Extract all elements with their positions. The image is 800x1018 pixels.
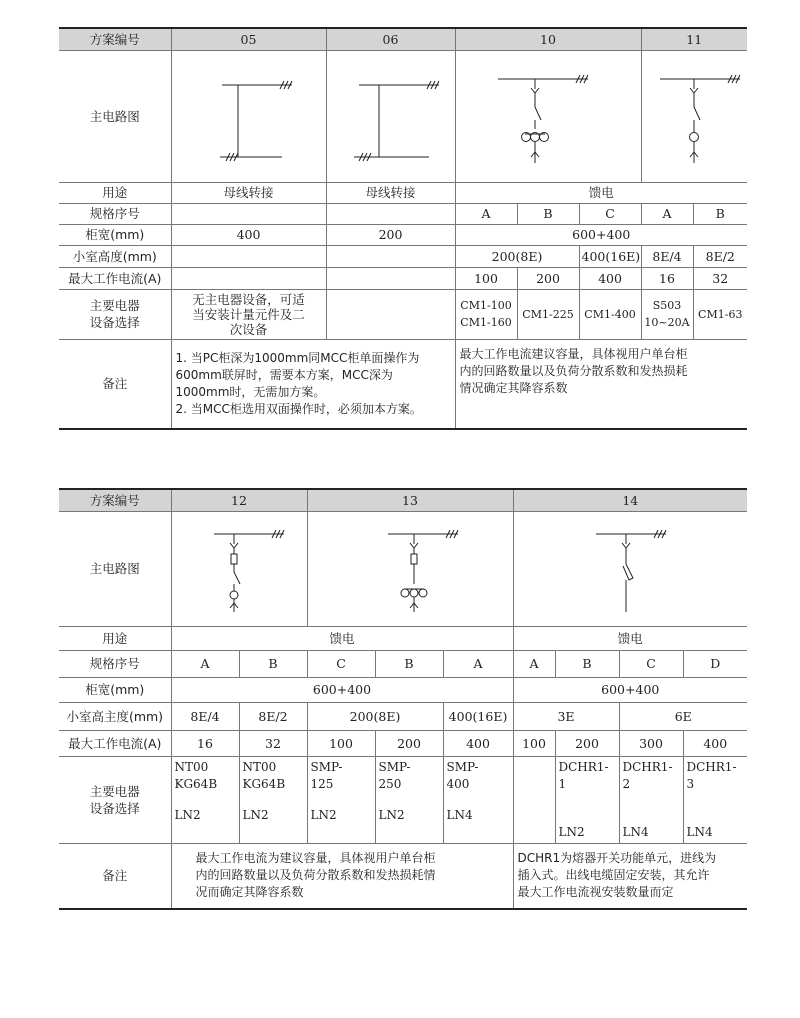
equipment-cell: [619, 756, 683, 843]
notes-right: [513, 843, 747, 909]
usage-06: 母线转接: [326, 182, 455, 203]
eq-base: LN2: [242, 807, 269, 822]
current-cell: 16: [641, 267, 693, 289]
equipment-row: [59, 756, 747, 843]
room-cell: 8E/2: [239, 702, 307, 730]
current-05: [171, 267, 326, 289]
feeder-fuse-switch-diagram: [516, 516, 746, 621]
notes-row: [59, 843, 747, 909]
equipment-10a: [455, 289, 517, 339]
spec-cell: B: [375, 650, 443, 677]
spec-06: [326, 203, 455, 224]
width-label: 柜宽(mm): [59, 224, 171, 245]
equipment-label-line: 主要电器: [89, 783, 140, 799]
room-height-label: 小室高主度(mm): [59, 702, 171, 730]
width-14: 600+400: [513, 677, 747, 702]
diagram-06: [326, 50, 455, 182]
equipment-line: CM1-100: [460, 299, 512, 312]
spec-cell: B: [555, 650, 619, 677]
equipment-05-line: 无主电器设备，可适: [192, 291, 305, 307]
room-cell: 400(16E): [443, 702, 513, 730]
eq-model: SMP-: [310, 759, 343, 774]
current-cell: 200: [555, 730, 619, 756]
note-line: 1. 当PC柜深为1000mm同MCC柜单面操作为: [175, 350, 420, 365]
scheme-table-1: [59, 27, 747, 430]
room-06: [326, 245, 455, 267]
equipment-label-line: 设备选择: [89, 315, 140, 330]
note-line: 情况确定其降容系数: [459, 380, 568, 395]
equipment-label-line: 主要电器: [89, 298, 140, 313]
eq-model: 250: [378, 776, 402, 791]
current-cell: 100: [513, 730, 555, 756]
spec-cell: C: [619, 650, 683, 677]
feeder-single-ct-diagram: [644, 57, 748, 175]
note-line: 600mm联屏时，需要本方案，MCC深为: [175, 367, 393, 382]
scheme-14: 14: [513, 489, 747, 511]
spec-row: [59, 650, 747, 677]
note-line: 2. 当MCC柜选用双面操作时，必须加本方案。: [175, 401, 422, 416]
current-cell: 400: [579, 267, 641, 289]
equipment-05-line: 当安装计量元件及二: [192, 306, 305, 322]
feeder-fuse-diagram: [174, 516, 304, 621]
spec-cell: A: [455, 203, 517, 224]
current-label: 最大工作电流(A): [59, 730, 171, 756]
diagram-11: [641, 50, 747, 182]
notes-label: 备注: [59, 843, 171, 909]
spec-cell: C: [579, 203, 641, 224]
spec-label: 规格序号: [59, 650, 171, 677]
equipment-line: CM1-160: [460, 316, 512, 329]
scheme-table-2: [59, 488, 747, 910]
spec-label: 规格序号: [59, 203, 171, 224]
eq-model: DCHR1-3: [686, 759, 737, 791]
current-cell: 400: [683, 730, 747, 756]
spec-cell: C: [307, 650, 375, 677]
equipment-line: 10~20A: [644, 316, 690, 329]
room-height-row: [59, 245, 747, 267]
eq-base: LN2: [310, 807, 337, 822]
scheme-13: 13: [307, 489, 513, 511]
equipment-cell: [375, 756, 443, 843]
feeder-three-ct-diagram: [458, 57, 638, 175]
diagram-13: [307, 511, 513, 626]
room-cell: 6E: [619, 702, 747, 730]
scheme-11: 11: [641, 28, 747, 50]
eq-model: KG64B: [242, 776, 286, 791]
equipment-label-line: 设备选择: [89, 800, 140, 816]
spec-row: [59, 203, 747, 224]
equipment-11a: [641, 289, 693, 339]
room-cell: 200(8E): [307, 702, 443, 730]
scheme-10: 10: [455, 28, 641, 50]
current-label: 最大工作电流(A): [59, 267, 171, 289]
equipment-line: S503: [652, 299, 682, 312]
current-cell: 100: [455, 267, 517, 289]
width-10-11: 600+400: [455, 224, 747, 245]
usage-row: [59, 626, 747, 650]
scheme-05: 05: [171, 28, 326, 50]
eq-base: LN2: [174, 807, 201, 822]
spec-cell: A: [443, 650, 513, 677]
usage-label: 用途: [59, 626, 171, 650]
room-11b: 8E/2: [693, 245, 747, 267]
eq-model: SMP-: [446, 759, 479, 774]
busbar-transfer-diagram: [329, 57, 454, 175]
spec-cell: D: [683, 650, 747, 677]
room-cell: 3E: [513, 702, 619, 730]
room-10ab: 200(8E): [455, 245, 579, 267]
diagram-label: 主电路图: [59, 511, 171, 626]
spec-cell: B: [517, 203, 579, 224]
eq-base: LN4: [446, 807, 473, 822]
equipment-label: [59, 289, 171, 339]
usage-row: [59, 182, 747, 203]
eq-model: 400: [446, 776, 470, 791]
diagram-05: [171, 50, 326, 182]
header-row: [59, 28, 747, 50]
note-line: 内的回路数量以及负荷分散系数和发热损耗情: [195, 868, 436, 883]
room-height-row: [59, 702, 747, 730]
eq-model: DCHR1-1: [558, 759, 609, 791]
usage-14: 馈电: [513, 626, 747, 650]
spec-cell: B: [693, 203, 747, 224]
note-line: 内的回路数量以及负荷分散系数和发热损耗: [459, 363, 688, 378]
diagram-row: [59, 50, 747, 182]
eq-model: NT00: [242, 759, 277, 774]
current-cell: 16: [171, 730, 239, 756]
diagram-14: [513, 511, 747, 626]
room-height-label: 小室高度(mm): [59, 245, 171, 267]
current-cell: 32: [693, 267, 747, 289]
equipment-cell: [513, 756, 555, 843]
current-cell: 100: [307, 730, 375, 756]
notes-label: 备注: [59, 339, 171, 429]
diagram-row: [59, 511, 747, 626]
width-05: 400: [171, 224, 326, 245]
equipment-cell: [239, 756, 307, 843]
current-cell: 32: [239, 730, 307, 756]
note-line: DCHR1为熔器开关功能单元，进线为: [517, 851, 717, 866]
eq-base: LN4: [622, 824, 649, 839]
equipment-06: [326, 289, 455, 339]
eq-model: DCHR1-2: [622, 759, 673, 791]
scheme-no-label: 方案编号: [59, 489, 171, 511]
busbar-transfer-diagram: [174, 57, 324, 175]
equipment-cell: [555, 756, 619, 843]
notes-row: [59, 339, 747, 429]
width-12-13: 600+400: [171, 677, 513, 702]
spec-cell: A: [641, 203, 693, 224]
current-06: [326, 267, 455, 289]
usage-10-11: 馈电: [455, 182, 747, 203]
note-line: 1000mm时，无需加方案。: [175, 384, 326, 399]
notes-left: [171, 843, 513, 909]
width-row: [59, 677, 747, 702]
notes-right: [455, 339, 747, 429]
scheme-06: 06: [326, 28, 455, 50]
room-cell: 8E/4: [171, 702, 239, 730]
notes-left: [171, 339, 455, 429]
usage-05: 母线转接: [171, 182, 326, 203]
room-10c: 400(16E): [579, 245, 641, 267]
equipment-10c: CM1-400: [579, 289, 641, 339]
note-line: 最大工作电流为建议容量，具体视用户单台柜: [195, 851, 436, 866]
feeder-three-ct-diagram: [330, 516, 490, 621]
equipment-10b: CM1-225: [517, 289, 579, 339]
eq-base: LN2: [558, 824, 585, 839]
current-row: [59, 730, 747, 756]
usage-12-13: 馈电: [171, 626, 513, 650]
spec-05: [171, 203, 326, 224]
equipment-cell: [307, 756, 375, 843]
equipment-row: [59, 289, 747, 339]
equipment-cell: [683, 756, 747, 843]
scheme-12: 12: [171, 489, 307, 511]
width-row: [59, 224, 747, 245]
equipment-11b: CM1-63: [693, 289, 747, 339]
current-cell: 400: [443, 730, 513, 756]
diagram-10: [455, 50, 641, 182]
room-05: [171, 245, 326, 267]
eq-base: LN2: [378, 807, 405, 822]
current-cell: 300: [619, 730, 683, 756]
eq-model: SMP-: [378, 759, 411, 774]
note-line: 插入式。出线电缆固定安装，其允许: [517, 868, 710, 883]
eq-model: NT00: [174, 759, 209, 774]
spec-cell: A: [171, 650, 239, 677]
note-line: 况而确定其降容系数: [195, 885, 304, 900]
room-11a: 8E/4: [641, 245, 693, 267]
diagram-label: 主电路图: [59, 50, 171, 182]
width-label: 柜宽(mm): [59, 677, 171, 702]
note-line: 最大工作电流建议容量，具体视用户单台柜: [459, 346, 688, 361]
current-cell: 200: [517, 267, 579, 289]
spec-cell: B: [239, 650, 307, 677]
equipment-cell: [171, 756, 239, 843]
note-line: 最大工作电流视安装数量而定: [517, 885, 674, 900]
width-06: 200: [326, 224, 455, 245]
usage-label: 用途: [59, 182, 171, 203]
scheme-no-label: 方案编号: [59, 28, 171, 50]
eq-model: 125: [310, 776, 334, 791]
current-row: [59, 267, 747, 289]
spec-cell: A: [513, 650, 555, 677]
eq-base: LN4: [686, 824, 713, 839]
equipment-05: [171, 289, 326, 339]
equipment-05-line: 次设备: [229, 321, 268, 337]
header-row: [59, 489, 747, 511]
current-cell: 200: [375, 730, 443, 756]
diagram-12: [171, 511, 307, 626]
equipment-cell: [443, 756, 513, 843]
equipment-label: [59, 756, 171, 843]
eq-model: KG64B: [174, 776, 218, 791]
